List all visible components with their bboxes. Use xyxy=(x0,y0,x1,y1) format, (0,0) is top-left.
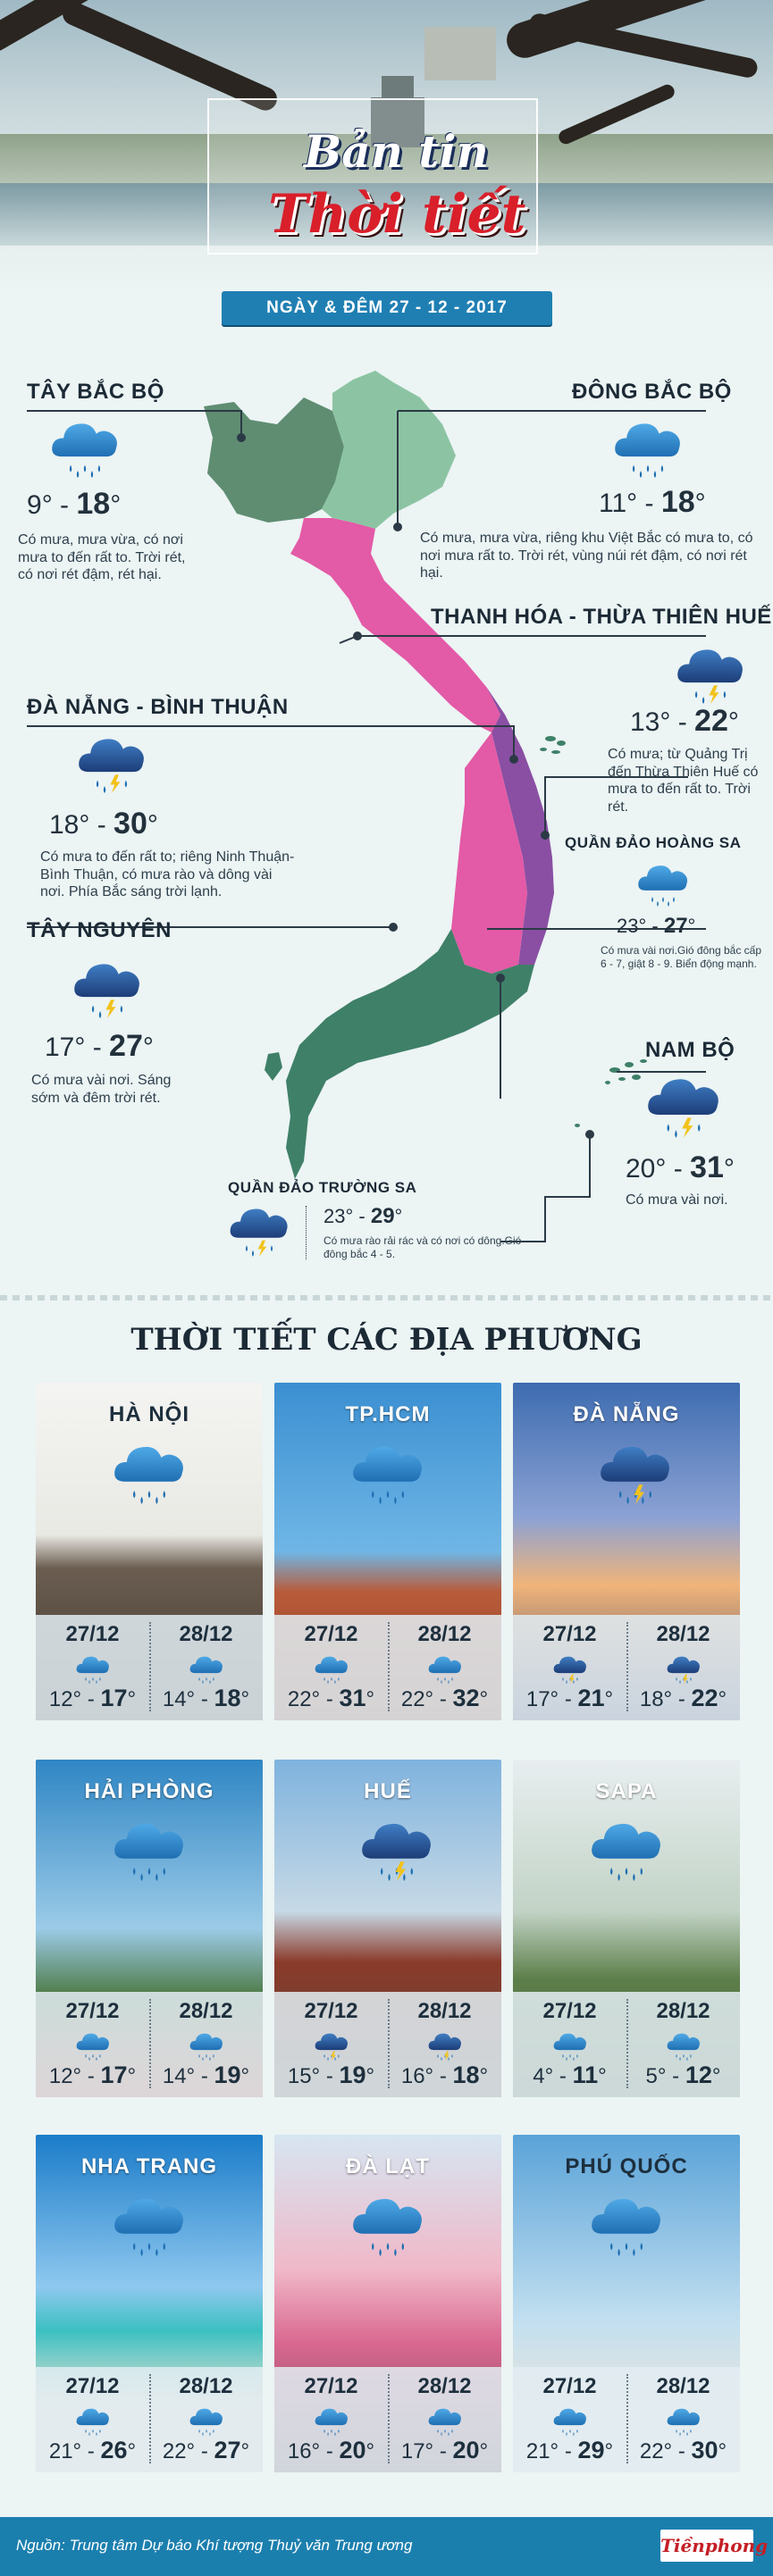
header-banner xyxy=(0,0,773,295)
forecast-temp: 12° - 17° xyxy=(48,2062,137,2088)
forecast-day-2 xyxy=(149,1615,263,1720)
forecast-panel xyxy=(274,2367,501,2472)
temp-high: 27 xyxy=(109,1029,143,1063)
city-card xyxy=(36,2135,263,2472)
temp-low: 22 xyxy=(400,1687,425,1711)
temp-high: 30 xyxy=(691,2437,718,2463)
forecast-day-2 xyxy=(626,2367,740,2472)
temp-high: 18 xyxy=(214,1685,241,1711)
region-title-thanh-hoa-hue: THANH HÓA - THỪA THIÊN HUẾ xyxy=(431,605,772,629)
forecast-day-1 xyxy=(274,1615,388,1720)
map-island-phu-quoc xyxy=(265,1052,282,1081)
city-name: ĐÀ LẠT xyxy=(346,2154,430,2179)
rain-cloud-icon xyxy=(314,2405,349,2440)
title-ban-tin: Bản tin xyxy=(304,125,489,178)
forecast-temp: 16° - 20° xyxy=(287,2437,375,2463)
forecast-date: 27/12 xyxy=(542,1622,597,1646)
region-desc-da-nang-binh-thuan: Có mưa to đến rất to; riêng Ninh Thuận-Bình Thuận, có mưa rào và dông vài nơi. Phía Bắc sáng trời lạnh. xyxy=(40,849,295,900)
storm-cloud-icon xyxy=(359,1815,434,1881)
rain-cloud-icon xyxy=(75,1652,111,1688)
forecast-date: 27/12 xyxy=(304,1622,358,1646)
forecast-day-2 xyxy=(388,1615,501,1720)
storm-cloud-icon xyxy=(76,731,147,793)
rain-cloud-icon xyxy=(666,2029,702,2065)
post-office-building xyxy=(424,27,496,80)
temp-low: 22 xyxy=(287,1687,312,1711)
temp-low: 18 xyxy=(639,1687,664,1711)
region-desc-dong-bac: Có mưa, mưa vừa, riêng khu Việt Bắc có mưa to, có nơi mưa rất to. Trời rét, vùng núi rét đậm, có nơi rét hại. xyxy=(420,531,753,581)
temp-high: 31 xyxy=(339,1685,366,1711)
temp-low: 11 xyxy=(599,489,627,518)
forecast-date: 28/12 xyxy=(179,1622,233,1646)
forecast-panel xyxy=(36,1992,263,2097)
forecast-day-2 xyxy=(626,1615,740,1720)
forecast-temp: 17° - 21° xyxy=(525,1685,614,1711)
date-banner: NGÀY & ĐÊM 27 - 12 - 2017 xyxy=(222,291,552,325)
temp-high: 19 xyxy=(214,2062,241,2088)
forecast-temp: 5° - 12° xyxy=(645,2062,721,2088)
forecast-date: 27/12 xyxy=(542,1999,597,2023)
forecast-day-2 xyxy=(388,2367,501,2472)
forecast-day-1 xyxy=(274,2367,388,2472)
footer xyxy=(0,2517,773,2576)
region-title-tay-nguyen: TÂY NGUYÊN xyxy=(27,918,172,942)
temp-low: 21 xyxy=(48,2439,73,2463)
forecast-temp: 21° - 26° xyxy=(48,2437,137,2463)
section-divider xyxy=(0,1295,773,1301)
temp-high: 27 xyxy=(663,914,688,938)
forecast-day-1 xyxy=(513,1615,626,1720)
rain-cloud-icon xyxy=(189,2405,224,2440)
temp-low: 4 xyxy=(533,2064,545,2088)
forecast-date: 28/12 xyxy=(417,2374,472,2398)
divider xyxy=(306,1206,307,1259)
temp-high: 18 xyxy=(660,485,695,519)
forecast-temp: 22° - 30° xyxy=(639,2437,727,2463)
temp-high: 30 xyxy=(113,807,147,841)
forecast-date: 27/12 xyxy=(304,1999,358,2023)
storm-cloud-icon xyxy=(645,1070,722,1138)
rain-cloud-icon xyxy=(666,2405,702,2440)
map-region-tay-bac xyxy=(204,397,344,523)
forecast-panel xyxy=(513,1992,740,2097)
temp-low: 12 xyxy=(48,2064,73,2088)
rain-cloud-icon xyxy=(427,1652,463,1688)
forecast-temp: 18° - 22° xyxy=(639,1685,727,1711)
temp-high: 20 xyxy=(339,2437,366,2463)
rain-cloud-icon xyxy=(612,415,684,478)
forecast-day-1 xyxy=(36,2367,149,2472)
city-name: ĐÀ NẴNG xyxy=(573,1402,680,1426)
temp-high: 17 xyxy=(100,1685,128,1711)
temp-low: 16 xyxy=(400,2064,425,2088)
tree-branch xyxy=(59,0,281,114)
rain-cloud-icon xyxy=(552,1652,588,1688)
rain-cloud-icon xyxy=(350,2190,425,2256)
temp-low: 16 xyxy=(287,2439,312,2463)
city-card xyxy=(513,2135,740,2472)
rain-cloud-icon xyxy=(589,1815,664,1881)
rain-cloud-icon xyxy=(552,2405,588,2440)
rain-cloud-icon xyxy=(427,2029,463,2065)
rain-cloud-icon xyxy=(75,2029,111,2065)
region-title-da-nang-binh-thuan: ĐÀ NẴNG - BÌNH THUẬN xyxy=(27,695,289,719)
forecast-day-2 xyxy=(149,2367,263,2472)
city-card xyxy=(513,1383,740,1720)
forecast-day-1 xyxy=(36,1992,149,2097)
forecast-panel xyxy=(274,1992,501,2097)
rain-cloud-icon xyxy=(314,1652,349,1688)
forecast-temp: 14° - 18° xyxy=(162,1685,250,1711)
city-name: NHA TRANG xyxy=(80,2154,218,2179)
region-temp-da-nang-binh-thuan: 18° - 30° xyxy=(49,807,158,841)
region-desc-hoang-sa: Có mưa vài nơi.Gió đông bắc cấp 6 - 7, giật 8 - 9. Biển động mạnh. xyxy=(601,944,761,970)
forecast-temp: 22° - 32° xyxy=(400,1685,489,1711)
city-card xyxy=(274,1383,501,1720)
city-name: SAPA xyxy=(595,1779,658,1803)
temp-low: 17 xyxy=(525,1687,550,1711)
tienphong-logo: Tiềnphong xyxy=(660,2530,753,2562)
storm-cloud-icon xyxy=(675,641,746,704)
forecast-day-2 xyxy=(149,1992,263,2097)
forecast-day-1 xyxy=(36,1615,149,1720)
temp-low: 22 xyxy=(162,2439,187,2463)
forecast-temp: 12° - 17° xyxy=(48,1685,137,1711)
region-temp-tay-nguyen: 17° - 27° xyxy=(45,1029,154,1063)
forecast-panel xyxy=(513,2367,740,2472)
temp-low: 18 xyxy=(49,810,80,840)
forecast-date: 28/12 xyxy=(179,2374,233,2398)
forecast-day-1 xyxy=(513,2367,626,2472)
forecast-day-2 xyxy=(626,1992,740,2097)
region-title-hoang-sa: QUẦN ĐẢO HOÀNG SA xyxy=(565,834,742,851)
temp-high: 21 xyxy=(577,1685,605,1711)
temp-high: 18 xyxy=(76,487,111,521)
region-desc-truong-sa: Có mưa rào rải rác và có nơi có dông.Gió đông bắc 4 - 5. xyxy=(323,1234,522,1260)
forecast-temp: 14° - 19° xyxy=(162,2062,250,2088)
temp-high: 18 xyxy=(452,2062,480,2088)
temp-high: 12 xyxy=(685,2062,712,2088)
rain-cloud-icon xyxy=(427,2405,463,2440)
city-name: HUẾ xyxy=(364,1779,412,1803)
region-desc-tay-bac: Có mưa, mưa vừa, có nơi mưa to đến rất to. Trời rét, có nơi rét đậm, rét hại. xyxy=(18,532,186,583)
temp-high: 11 xyxy=(572,2062,599,2088)
region-desc-nam-bo: Có mưa vài nơi. xyxy=(626,1192,728,1208)
city-card xyxy=(36,1760,263,2097)
city-name: HÀ NỘI xyxy=(109,1402,189,1426)
region-temp-nam-bo: 20° - 31° xyxy=(626,1150,735,1184)
temp-low: 22 xyxy=(639,2439,664,2463)
city-card xyxy=(36,1383,263,1720)
forecast-day-2 xyxy=(388,1992,501,2097)
forecast-temp: 22° - 27° xyxy=(162,2437,250,2463)
city-card xyxy=(274,2135,501,2472)
temp-low: 23 xyxy=(323,1205,346,1227)
forecast-panel xyxy=(513,1615,740,1720)
region-title-dong-bac: ĐÔNG BẮC BỘ xyxy=(572,380,732,404)
forecast-panel xyxy=(36,1615,263,1720)
temp-low: 21 xyxy=(525,2439,550,2463)
temp-low: 14 xyxy=(162,2064,187,2088)
rain-cloud-icon xyxy=(112,1815,187,1881)
forecast-temp: 16° - 18° xyxy=(400,2062,489,2088)
forecast-date: 27/12 xyxy=(65,1999,120,2023)
forecast-temp: 17° - 20° xyxy=(400,2437,489,2463)
temp-low: 15 xyxy=(287,2064,312,2088)
forecast-date: 28/12 xyxy=(417,1622,472,1646)
regional-map-section xyxy=(0,339,773,1295)
region-desc-thanh-hoa-hue: Có mưa; từ Quảng Trị đến Thừa Thiên Huế có mưa to đến rất to. Trời rét. xyxy=(608,747,759,815)
temp-low: 13 xyxy=(630,707,660,737)
temp-low: 12 xyxy=(48,1687,73,1711)
title-thoi-tiet: Thời tiết xyxy=(268,183,526,246)
map-islands-truong-sa xyxy=(575,1059,647,1127)
forecast-day-1 xyxy=(274,1992,388,2097)
temp-low: 20 xyxy=(626,1154,656,1183)
city-card xyxy=(274,1760,501,2097)
rain-cloud-icon xyxy=(189,1652,224,1688)
rain-cloud-icon xyxy=(314,2029,349,2065)
region-title-nam-bo: NAM BỘ xyxy=(645,1038,735,1062)
storm-cloud-icon xyxy=(71,956,143,1018)
temp-high: 20 xyxy=(452,2437,480,2463)
region-temp-thanh-hoa-hue: 13° - 22° xyxy=(630,704,739,738)
temp-high: 19 xyxy=(339,2062,366,2088)
temp-low: 9 xyxy=(27,490,42,520)
forecast-date: 28/12 xyxy=(656,2374,710,2398)
local-section-title: THỜI TIẾT CÁC ĐỊA PHƯƠNG xyxy=(130,1322,643,1358)
temp-high: 32 xyxy=(452,1685,480,1711)
temp-high: 26 xyxy=(100,2437,128,2463)
forecast-date: 28/12 xyxy=(417,1999,472,2023)
region-desc-tay-nguyen: Có mưa vài nơi. Sáng sớm và đêm trời rét. xyxy=(31,1073,172,1106)
forecast-date: 27/12 xyxy=(65,2374,120,2398)
region-title-tay-bac: TÂY BẮC BỘ xyxy=(27,380,164,404)
rain-cloud-icon xyxy=(49,415,121,478)
region-temp-truong-sa: 23° - 29° xyxy=(323,1204,403,1228)
city-card xyxy=(513,1760,740,2097)
rain-cloud-icon xyxy=(75,2405,111,2440)
forecast-temp: 4° - 11° xyxy=(533,2062,607,2088)
source-credit: Nguồn: Trung tâm Dự báo Khí tượng Thuỷ văn Trung ương xyxy=(16,2537,413,2554)
forecast-date: 27/12 xyxy=(304,2374,358,2398)
forecast-panel xyxy=(274,1615,501,1720)
region-title-truong-sa: QUẦN ĐẢO TRƯỜNG SA xyxy=(228,1179,417,1196)
forecast-temp: 15° - 19° xyxy=(287,2062,375,2088)
forecast-temp: 22° - 31° xyxy=(287,1685,375,1711)
forecast-temp: 21° - 29° xyxy=(525,2437,614,2463)
forecast-panel xyxy=(36,2367,263,2472)
forecast-date: 27/12 xyxy=(542,2374,597,2398)
rain-cloud-icon xyxy=(589,2190,664,2256)
rain-cloud-icon xyxy=(112,2190,187,2256)
city-name: PHÚ QUỐC xyxy=(565,2154,688,2179)
map-islands-hoang-sa xyxy=(540,736,566,754)
city-name: HẢI PHÒNG xyxy=(84,1779,214,1803)
forecast-date: 28/12 xyxy=(656,1622,710,1646)
rain-cloud-icon xyxy=(552,2029,588,2065)
region-temp-tay-bac: 9° - 18° xyxy=(27,487,122,521)
temp-high: 22 xyxy=(694,704,728,738)
storm-cloud-icon xyxy=(228,1201,290,1257)
temp-low: 5 xyxy=(645,2064,658,2088)
temp-high: 17 xyxy=(100,2062,128,2088)
forecast-date: 28/12 xyxy=(656,1999,710,2023)
temp-high: 27 xyxy=(214,2437,241,2463)
city-name: TP.HCM xyxy=(345,1402,431,1426)
rain-cloud-icon xyxy=(636,859,690,907)
forecast-day-1 xyxy=(513,1992,626,2097)
temp-low: 17 xyxy=(45,1033,75,1062)
temp-high: 22 xyxy=(691,1685,718,1711)
temp-high: 29 xyxy=(577,2437,605,2463)
temp-low: 14 xyxy=(162,1687,187,1711)
temp-high: 29 xyxy=(370,1204,395,1228)
temp-low: 17 xyxy=(400,2439,425,2463)
rain-cloud-icon xyxy=(112,1438,187,1504)
region-temp-dong-bac: 11° - 18° xyxy=(599,485,706,519)
rain-cloud-icon xyxy=(189,2029,224,2065)
forecast-date: 28/12 xyxy=(179,1999,233,2023)
temp-high: 31 xyxy=(690,1150,724,1184)
rain-cloud-icon xyxy=(350,1438,425,1504)
temp-low: 23 xyxy=(617,915,639,937)
storm-cloud-icon xyxy=(598,1438,673,1504)
forecast-date: 27/12 xyxy=(65,1622,120,1646)
rain-cloud-icon xyxy=(666,1652,702,1688)
region-temp-hoang-sa: 23° - 27° xyxy=(617,914,696,938)
